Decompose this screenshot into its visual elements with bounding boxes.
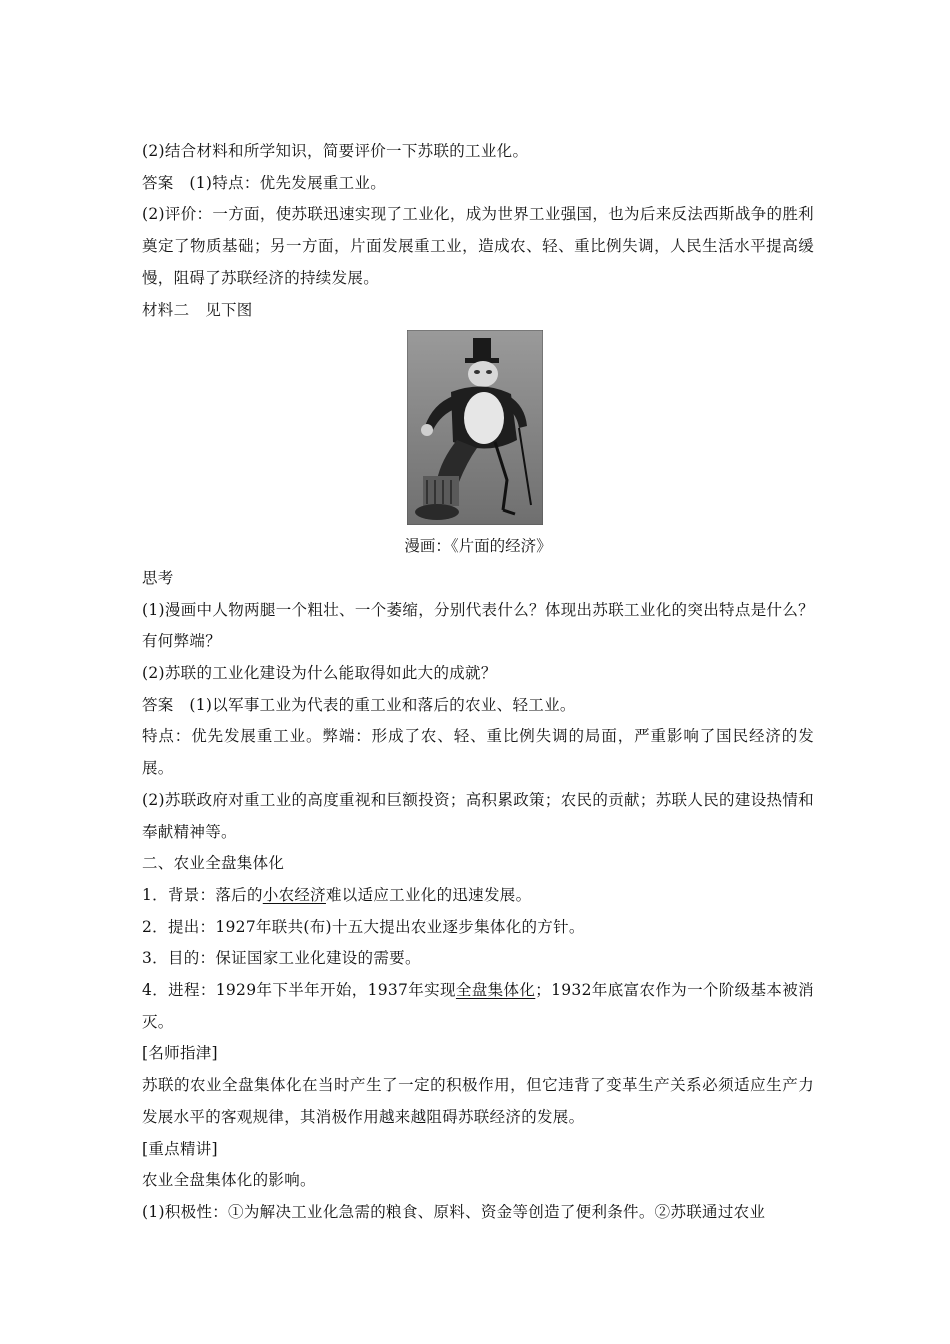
cartoon-image	[407, 330, 543, 525]
answer-2-line-3: (2)苏联政府对重工业的高度重视和巨额投资；高积累政策；农民的贡献；苏联人民的建设热情和奉献精神等。	[142, 790, 814, 841]
question-2-prompt: (2)结合材料和所学知识，简要评价一下苏联的工业化。	[142, 142, 529, 160]
section-2-item-4: 4．进程：1929年下半年开始，1937年实现全盘集体化；1932年底富农作为一个阶级基本被消灭。	[142, 981, 814, 1031]
document-page	[142, 136, 814, 1229]
section-2-item-3: 3．目的：保证国家工业化建设的需要。	[142, 949, 421, 968]
key-points-paragraph-1: (1)积极性：①为解决工业化急需的粮食、原料、资金等创造了便利条件。②苏联通过农业	[142, 1202, 766, 1221]
think-heading: 思考	[142, 568, 174, 587]
answer-1-evaluation: (2)评价：一方面，使苏联迅速实现了工业化，成为世界工业强国，也为后来反法西斯战争的胜利奠定了物质基础；另一方面，片面发展重工业，造成农、轻、重比例失调，人民生活水平提高缓慢，阻碍了苏联经济的持续发展。	[142, 205, 814, 287]
key-points-intro: 农业全盘集体化的影响。	[142, 1171, 316, 1190]
section-2-heading: 二、农业全盘集体化	[142, 854, 285, 873]
section-2-item-2: 2．提出：1927年联共(布)十五大提出农业逐步集体化的方针。	[142, 917, 585, 936]
section-2-item-1: 1．背景：落后的小农经济难以适应工业化的迅速发展。	[142, 885, 532, 904]
answer-2-line-2: 特点：优先发展重工业。弊端：形成了农、轻、重比例失调的局面，严重影响了国民经济的发展。	[142, 727, 814, 778]
underlined-term: 全盘集体化	[455, 981, 536, 1000]
cartoon-caption: 漫画：《片面的经济》	[404, 537, 552, 556]
answer-label: 答案	[142, 173, 174, 192]
material-2-heading: 材料二 见下图	[142, 300, 253, 319]
answer-2-line-1: 答案 (1)以军事工业为代表的重工业和落后的农业、轻工业。	[142, 695, 576, 714]
answer-label: 答案	[142, 695, 174, 714]
think-question-2: (2)苏联的工业化建设为什么能取得如此大的成就？	[142, 664, 497, 683]
answer-1-line-1: 答案 (1)特点：优先发展重工业。	[142, 173, 387, 192]
think-question-1: (1)漫画中人物两腿一个粗壮、一个萎缩，分别代表什么？体现出苏联工业化的突出特点是什么？有何弊端？	[142, 600, 814, 651]
cartoon-figure	[142, 328, 814, 541]
teacher-tip-heading: [名师指津]	[142, 1044, 218, 1063]
key-points-heading: [重点精讲]	[142, 1139, 218, 1158]
teacher-tip-text: 苏联的农业全盘集体化在当时产生了一定的积极作用，但它违背了变革生产关系必须适应生产力发展水平的客观规律，其消极作用越来越阻碍苏联经济的发展。	[142, 1076, 814, 1126]
underlined-term: 小农经济	[262, 885, 326, 904]
